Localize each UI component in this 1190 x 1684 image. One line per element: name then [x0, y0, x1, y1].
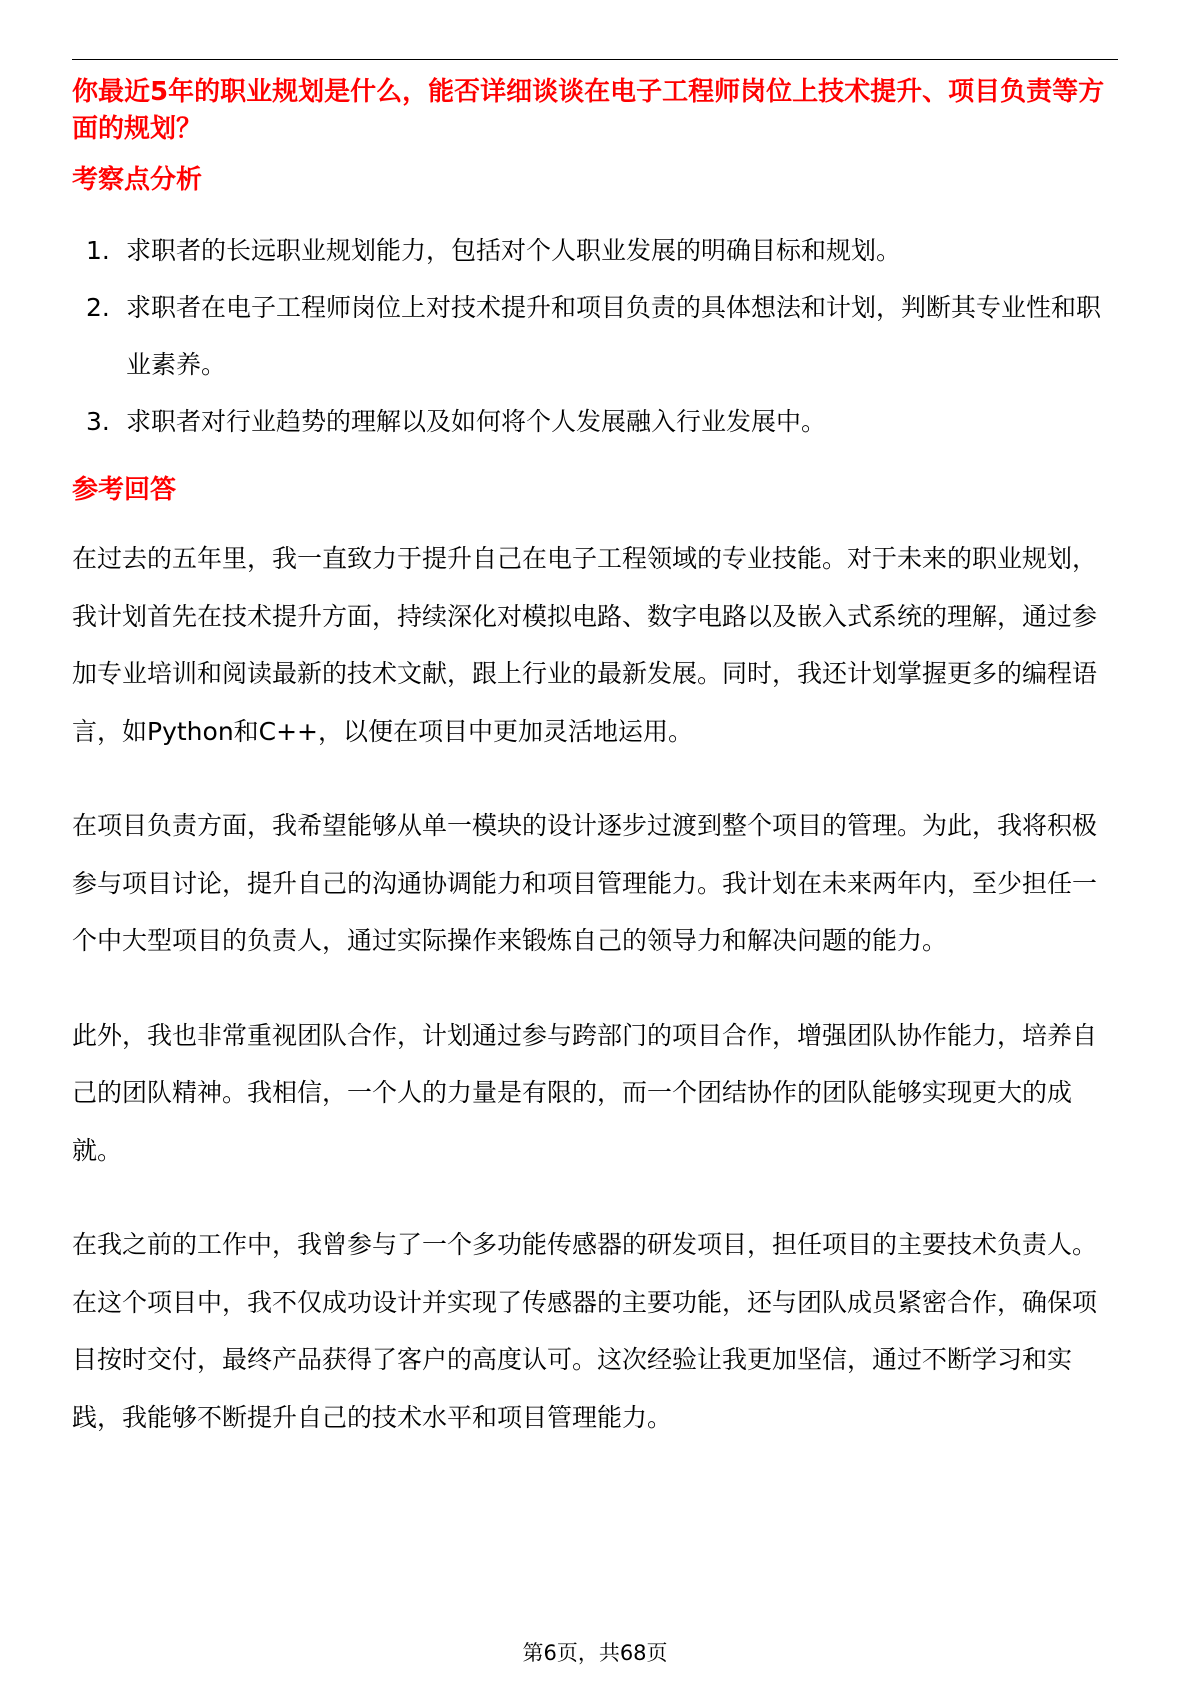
analysis-heading: 考察点分析 — [72, 165, 203, 195]
document-body — [72, 74, 1118, 1446]
list-number: 1. — [86, 236, 110, 265]
list-item-text: 求职者在电子工程师岗位上对技术提升和项目负责的具体想法和计划，判断其专业性和职业素养。 — [126, 293, 1102, 379]
list-item — [72, 279, 1118, 393]
list-item-text: 求职者的长远职业规划能力，包括对个人职业发展的明确目标和规划。 — [126, 236, 902, 265]
list-number: 2. — [86, 293, 110, 322]
page-number: 第6页，共68页 — [522, 1641, 668, 1665]
answer-paragraph: 此外，我也非常重视团队合作，计划通过参与跨部门的项目合作，增强团队协作能力，培养自己的团队精神。我相信，一个人的力量是有限的，而一个团结协作的团队能够实现更大的成就。 — [72, 1020, 1098, 1165]
list-number: 3. — [86, 407, 110, 436]
answer-paragraph: 在项目负责方面，我希望能够从单一模块的设计逐步过渡到整个项目的管理。为此，我将积极参与项目讨论，提升自己的沟通协调能力和项目管理能力。我计划在未来两年内，至少担任一个中大型项目的负责人，通过实际操作来锻炼自己的领导力和解决问题的能力。 — [72, 811, 1098, 955]
answer-paragraph: 在过去的五年里，我一直致力于提升自己在电子工程领域的专业技能。对于未来的职业规划，我计划首先在技术提升方面，持续深化对模拟电路、数字电路以及嵌入式系统的理解，通过参加专业培训和阅读最新的技术文献，跟上行业的最新发展。同时，我还计划掌握更多的编程语言，如Python和C++，以便在项目中更加灵活地运用。 — [72, 544, 1098, 746]
list-item-text: 求职者对行业趋势的理解以及如何将个人发展融入行业发展中。 — [126, 407, 827, 436]
list-item — [72, 222, 1118, 279]
list-item — [72, 393, 1118, 450]
answer-paragraph: 在我之前的工作中，我曾参与了一个多功能传感器的研发项目，担任项目的主要技术负责人。在这个项目中，我不仅成功设计并实现了传感器的主要功能，还与团队成员紧密合作，确保项目按时交付，最终产品获得了客户的高度认可。这次经验让我更加坚信，通过不断学习和实践，我能够不断提升自己的技术水平和项目管理能力。 — [72, 1230, 1098, 1432]
header-rule — [72, 59, 1118, 60]
question-title: 你最近5年的职业规划是什么，能否详细谈谈在电子工程师岗位上技术提升、项目负责等方面的规划？ — [72, 77, 1105, 144]
analysis-list — [72, 222, 1118, 450]
answer-heading: 参考回答 — [72, 475, 177, 505]
